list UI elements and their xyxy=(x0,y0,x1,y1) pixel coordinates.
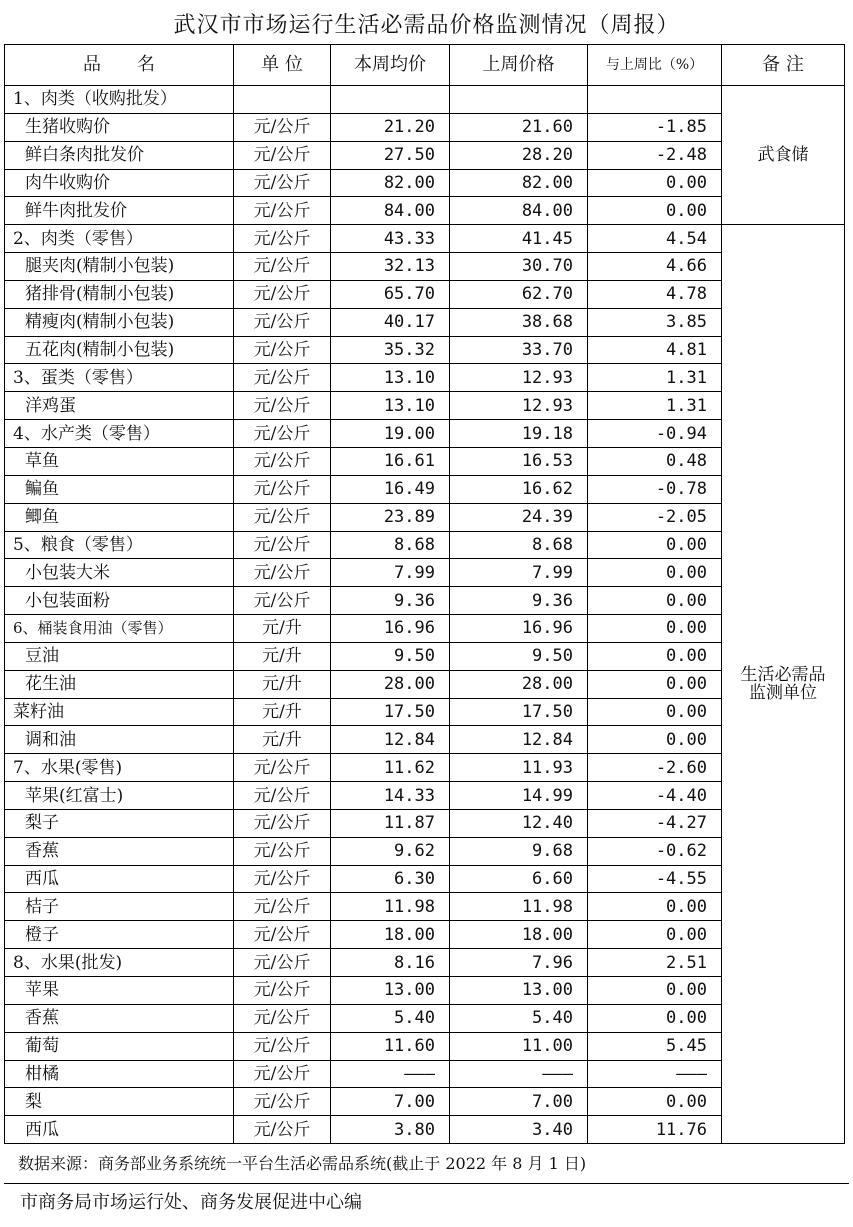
table-row xyxy=(5,447,845,475)
item-name: 6、桶装食用油（零售） xyxy=(5,615,234,643)
item-name: 4、水产类（零售） xyxy=(5,420,234,448)
note-text: 生活必需品 xyxy=(740,665,826,686)
last-week-price: 7.99 xyxy=(450,559,588,587)
item-unit: 元/公斤 xyxy=(234,921,331,949)
item-unit: 元/公斤 xyxy=(234,977,331,1005)
table-row xyxy=(5,475,845,503)
item-unit: 元/公斤 xyxy=(234,475,331,503)
note-cell xyxy=(722,225,845,1144)
item-name: 精瘦肉(精制小包装) xyxy=(5,308,234,336)
item-unit: 元/公斤 xyxy=(234,1032,331,1060)
week-change: 0.00 xyxy=(588,642,722,670)
this-week-price xyxy=(331,86,450,114)
item-name: 5、粮食（零售） xyxy=(5,531,234,559)
week-change: 0.00 xyxy=(588,893,722,921)
table-row xyxy=(5,86,845,114)
header-last-week: 上周价格 xyxy=(450,45,588,86)
last-week-price: 18.00 xyxy=(450,921,588,949)
item-unit: 元/公斤 xyxy=(234,225,331,253)
week-change: -4.27 xyxy=(588,809,722,837)
last-week-price: 16.62 xyxy=(450,475,588,503)
week-change: -2.48 xyxy=(588,141,722,169)
table-row xyxy=(5,253,845,281)
item-unit: 元/公斤 xyxy=(234,559,331,587)
week-change: 0.00 xyxy=(588,197,722,225)
this-week-price: 19.00 xyxy=(331,420,450,448)
table-row xyxy=(5,280,845,308)
table-row xyxy=(5,420,845,448)
this-week-price: 23.89 xyxy=(331,503,450,531)
table-row xyxy=(5,364,845,392)
this-week-price: 82.00 xyxy=(331,169,450,197)
last-week-price: 12.84 xyxy=(450,726,588,754)
week-change: -1.85 xyxy=(588,113,722,141)
last-week-price: 12.40 xyxy=(450,809,588,837)
item-unit: 元/公斤 xyxy=(234,865,331,893)
item-unit: 元/公斤 xyxy=(234,447,331,475)
header-note: 备 注 xyxy=(722,45,845,86)
week-change: 11.76 xyxy=(588,1116,722,1144)
last-week-price: 16.53 xyxy=(450,447,588,475)
item-name: 腿夹肉(精制小包装) xyxy=(5,253,234,281)
this-week-price: 7.00 xyxy=(331,1088,450,1116)
week-change: -0.94 xyxy=(588,420,722,448)
week-change: 0.00 xyxy=(588,1088,722,1116)
this-week-price: 7.99 xyxy=(331,559,450,587)
this-week-price: 13.10 xyxy=(331,364,450,392)
item-unit: 元/公斤 xyxy=(234,587,331,615)
item-unit: 元/公斤 xyxy=(234,169,331,197)
last-week-price: ——— xyxy=(450,1060,588,1088)
table-row xyxy=(5,1116,845,1144)
table-row xyxy=(5,113,845,141)
item-unit: 元/公斤 xyxy=(234,280,331,308)
this-week-price: 16.49 xyxy=(331,475,450,503)
this-week-price: 17.50 xyxy=(331,698,450,726)
last-week-price: 19.18 xyxy=(450,420,588,448)
table-row xyxy=(5,949,845,977)
table-row xyxy=(5,977,845,1005)
item-name: 2、肉类（零售） xyxy=(5,225,234,253)
item-name: 梨 xyxy=(5,1088,234,1116)
this-week-price: 32.13 xyxy=(331,253,450,281)
item-unit: 元/公斤 xyxy=(234,197,331,225)
note-text: 监测单位 xyxy=(749,683,817,704)
table-row xyxy=(5,893,845,921)
table-row xyxy=(5,141,845,169)
item-name: 调和油 xyxy=(5,726,234,754)
week-change: 0.00 xyxy=(588,670,722,698)
week-change: 1.31 xyxy=(588,392,722,420)
item-name: 洋鸡蛋 xyxy=(5,392,234,420)
last-week-price: 62.70 xyxy=(450,280,588,308)
item-name: 梨子 xyxy=(5,809,234,837)
week-change: -0.62 xyxy=(588,837,722,865)
last-week-price: 38.68 xyxy=(450,308,588,336)
item-unit: 元/公斤 xyxy=(234,809,331,837)
item-unit: 元/公斤 xyxy=(234,893,331,921)
table-row xyxy=(5,615,845,643)
this-week-price: 18.00 xyxy=(331,921,450,949)
last-week-price: 5.40 xyxy=(450,1004,588,1032)
item-unit: 元/公斤 xyxy=(234,420,331,448)
table-row xyxy=(5,670,845,698)
item-unit: 元/公斤 xyxy=(234,503,331,531)
last-week-price: 33.70 xyxy=(450,336,588,364)
item-unit: 元/公斤 xyxy=(234,1004,331,1032)
this-week-price: 3.80 xyxy=(331,1116,450,1144)
item-unit: 元/公斤 xyxy=(234,782,331,810)
this-week-price: ——— xyxy=(331,1060,450,1088)
item-name: 3、蛋类（零售） xyxy=(5,364,234,392)
last-week-price: 9.50 xyxy=(450,642,588,670)
item-name: 生猪收购价 xyxy=(5,113,234,141)
header-unit: 单 位 xyxy=(234,45,331,86)
this-week-price: 43.33 xyxy=(331,225,450,253)
last-week-price: 84.00 xyxy=(450,197,588,225)
week-change: -4.40 xyxy=(588,782,722,810)
item-unit: 元/公斤 xyxy=(234,336,331,364)
item-name: 豆油 xyxy=(5,642,234,670)
this-week-price: 16.96 xyxy=(331,615,450,643)
table-header-row xyxy=(5,45,845,86)
item-unit: 元/公斤 xyxy=(234,754,331,782)
table-row xyxy=(5,225,845,253)
this-week-price: 9.36 xyxy=(331,587,450,615)
item-name: 香蕉 xyxy=(5,837,234,865)
item-name: 1、肉类（收购批发） xyxy=(5,86,234,114)
last-week-price: 3.40 xyxy=(450,1116,588,1144)
week-change: 0.00 xyxy=(588,587,722,615)
week-change: -2.05 xyxy=(588,503,722,531)
table-row xyxy=(5,865,845,893)
table-row xyxy=(5,392,845,420)
table-row xyxy=(5,587,845,615)
footer-editor: 市商务局市场运行处、商务发展促进中心编 xyxy=(20,1192,362,1213)
last-week-price: 30.70 xyxy=(450,253,588,281)
this-week-price: 84.00 xyxy=(331,197,450,225)
this-week-price: 6.30 xyxy=(331,865,450,893)
last-week-price: 24.39 xyxy=(450,503,588,531)
this-week-price: 14.33 xyxy=(331,782,450,810)
last-week-price: 7.96 xyxy=(450,949,588,977)
week-change: -4.55 xyxy=(588,865,722,893)
item-name: 小包装大米 xyxy=(5,559,234,587)
table-row xyxy=(5,559,845,587)
last-week-price: 41.45 xyxy=(450,225,588,253)
last-week-price: 28.20 xyxy=(450,141,588,169)
item-name: 五花肉(精制小包装) xyxy=(5,336,234,364)
table-row xyxy=(5,782,845,810)
item-name: 8、水果(批发) xyxy=(5,949,234,977)
item-name: 花生油 xyxy=(5,670,234,698)
item-name: 桔子 xyxy=(5,893,234,921)
this-week-price: 16.61 xyxy=(331,447,450,475)
week-change: 0.00 xyxy=(588,559,722,587)
week-change: 2.51 xyxy=(588,949,722,977)
this-week-price: 12.84 xyxy=(331,726,450,754)
last-week-price: 16.96 xyxy=(450,615,588,643)
item-name: 柑橘 xyxy=(5,1060,234,1088)
table-row xyxy=(5,754,845,782)
this-week-price: 13.10 xyxy=(331,392,450,420)
item-unit: 元/公斤 xyxy=(234,1116,331,1144)
item-name: 香蕉 xyxy=(5,1004,234,1032)
this-week-price: 8.68 xyxy=(331,531,450,559)
week-change: 0.00 xyxy=(588,726,722,754)
week-change: 0.00 xyxy=(588,615,722,643)
week-change: 5.45 xyxy=(588,1032,722,1060)
last-week-price: 14.99 xyxy=(450,782,588,810)
week-change: -2.60 xyxy=(588,754,722,782)
this-week-price: 11.62 xyxy=(331,754,450,782)
last-week-price: 11.98 xyxy=(450,893,588,921)
last-week-price: 13.00 xyxy=(450,977,588,1005)
table-row xyxy=(5,837,845,865)
note-cell xyxy=(722,86,845,225)
item-unit: 元/公斤 xyxy=(234,1060,331,1088)
last-week-price: 8.68 xyxy=(450,531,588,559)
item-name: 肉牛收购价 xyxy=(5,169,234,197)
this-week-price: 9.62 xyxy=(331,837,450,865)
item-unit: 元/公斤 xyxy=(234,364,331,392)
item-name: 葡萄 xyxy=(5,1032,234,1060)
table-row xyxy=(5,1004,845,1032)
week-change: -0.78 xyxy=(588,475,722,503)
data-source: 数据来源：商务部业务系统统一平台生活必需品系统(截止于 2022 年 8 月 1 日) xyxy=(18,1154,587,1173)
week-change: 1.31 xyxy=(588,364,722,392)
week-change: 0.00 xyxy=(588,698,722,726)
week-change: 0.00 xyxy=(588,977,722,1005)
this-week-price: 11.87 xyxy=(331,809,450,837)
item-unit: 元/公斤 xyxy=(234,1088,331,1116)
report-title: 武汉市市场运行生活必需品价格监测情况（周报） xyxy=(173,13,680,38)
this-week-price: 9.50 xyxy=(331,642,450,670)
table-row xyxy=(5,308,845,336)
item-unit: 元/公斤 xyxy=(234,949,331,977)
item-name: 猪排骨(精制小包装) xyxy=(5,280,234,308)
last-week-price: 9.68 xyxy=(450,837,588,865)
last-week-price: 12.93 xyxy=(450,392,588,420)
week-change: ——— xyxy=(588,1060,722,1088)
item-unit: 元/公斤 xyxy=(234,253,331,281)
week-change: 0.48 xyxy=(588,447,722,475)
table-row xyxy=(5,169,845,197)
item-unit: 元/公斤 xyxy=(234,113,331,141)
last-week-price xyxy=(450,86,588,114)
this-week-price: 21.20 xyxy=(331,113,450,141)
table-row xyxy=(5,531,845,559)
last-week-price: 6.60 xyxy=(450,865,588,893)
item-unit: 元/公斤 xyxy=(234,392,331,420)
this-week-price: 35.32 xyxy=(331,336,450,364)
item-unit xyxy=(234,86,331,114)
week-change: 0.00 xyxy=(588,531,722,559)
last-week-price: 17.50 xyxy=(450,698,588,726)
last-week-price: 7.00 xyxy=(450,1088,588,1116)
item-name: 鳊鱼 xyxy=(5,475,234,503)
item-unit: 元/升 xyxy=(234,642,331,670)
week-change: 0.00 xyxy=(588,921,722,949)
divider xyxy=(4,1183,849,1184)
item-unit: 元/公斤 xyxy=(234,837,331,865)
week-change: 0.00 xyxy=(588,169,722,197)
header-name: 品 名 xyxy=(5,45,234,86)
header-change: 与上周比（%） xyxy=(588,45,722,86)
item-name: 苹果(红富士) xyxy=(5,782,234,810)
week-change: 4.66 xyxy=(588,253,722,281)
item-unit: 元/公斤 xyxy=(234,531,331,559)
table-row xyxy=(5,726,845,754)
table-row xyxy=(5,1088,845,1116)
last-week-price: 28.00 xyxy=(450,670,588,698)
table-row xyxy=(5,1060,845,1088)
note-text: 武食储 xyxy=(757,145,809,166)
item-name: 小包装面粉 xyxy=(5,587,234,615)
table-row xyxy=(5,809,845,837)
item-name: 鲫鱼 xyxy=(5,503,234,531)
table-row xyxy=(5,1032,845,1060)
this-week-price: 27.50 xyxy=(331,141,450,169)
last-week-price: 12.93 xyxy=(450,364,588,392)
table-row xyxy=(5,921,845,949)
item-name: 鲜牛肉批发价 xyxy=(5,197,234,225)
price-table xyxy=(4,44,845,1144)
week-change: 0.00 xyxy=(588,1004,722,1032)
item-name: 草鱼 xyxy=(5,447,234,475)
item-unit: 元/升 xyxy=(234,615,331,643)
this-week-price: 40.17 xyxy=(331,308,450,336)
item-unit: 元/公斤 xyxy=(234,308,331,336)
this-week-price: 13.00 xyxy=(331,977,450,1005)
table-row xyxy=(5,698,845,726)
this-week-price: 5.40 xyxy=(331,1004,450,1032)
item-name: 鲜白条肉批发价 xyxy=(5,141,234,169)
table-row xyxy=(5,336,845,364)
last-week-price: 82.00 xyxy=(450,169,588,197)
table-row xyxy=(5,642,845,670)
week-change: 3.85 xyxy=(588,308,722,336)
this-week-price: 11.60 xyxy=(331,1032,450,1060)
item-unit: 元/升 xyxy=(234,670,331,698)
item-name: 西瓜 xyxy=(5,865,234,893)
item-unit: 元/升 xyxy=(234,698,331,726)
last-week-price: 11.93 xyxy=(450,754,588,782)
last-week-price: 21.60 xyxy=(450,113,588,141)
item-name: 苹果 xyxy=(5,977,234,1005)
item-name: 7、水果(零售) xyxy=(5,754,234,782)
week-change: 4.78 xyxy=(588,280,722,308)
table-row xyxy=(5,197,845,225)
this-week-price: 8.16 xyxy=(331,949,450,977)
last-week-price: 9.36 xyxy=(450,587,588,615)
item-unit: 元/公斤 xyxy=(234,141,331,169)
last-week-price: 11.00 xyxy=(450,1032,588,1060)
header-this-week: 本周均价 xyxy=(331,45,450,86)
week-change: 4.54 xyxy=(588,225,722,253)
item-name: 菜籽油 xyxy=(5,698,234,726)
this-week-price: 11.98 xyxy=(331,893,450,921)
week-change xyxy=(588,86,722,114)
table-row xyxy=(5,503,845,531)
item-unit: 元/升 xyxy=(234,726,331,754)
item-name: 西瓜 xyxy=(5,1116,234,1144)
this-week-price: 65.70 xyxy=(331,280,450,308)
week-change: 4.81 xyxy=(588,336,722,364)
this-week-price: 28.00 xyxy=(331,670,450,698)
item-name: 橙子 xyxy=(5,921,234,949)
